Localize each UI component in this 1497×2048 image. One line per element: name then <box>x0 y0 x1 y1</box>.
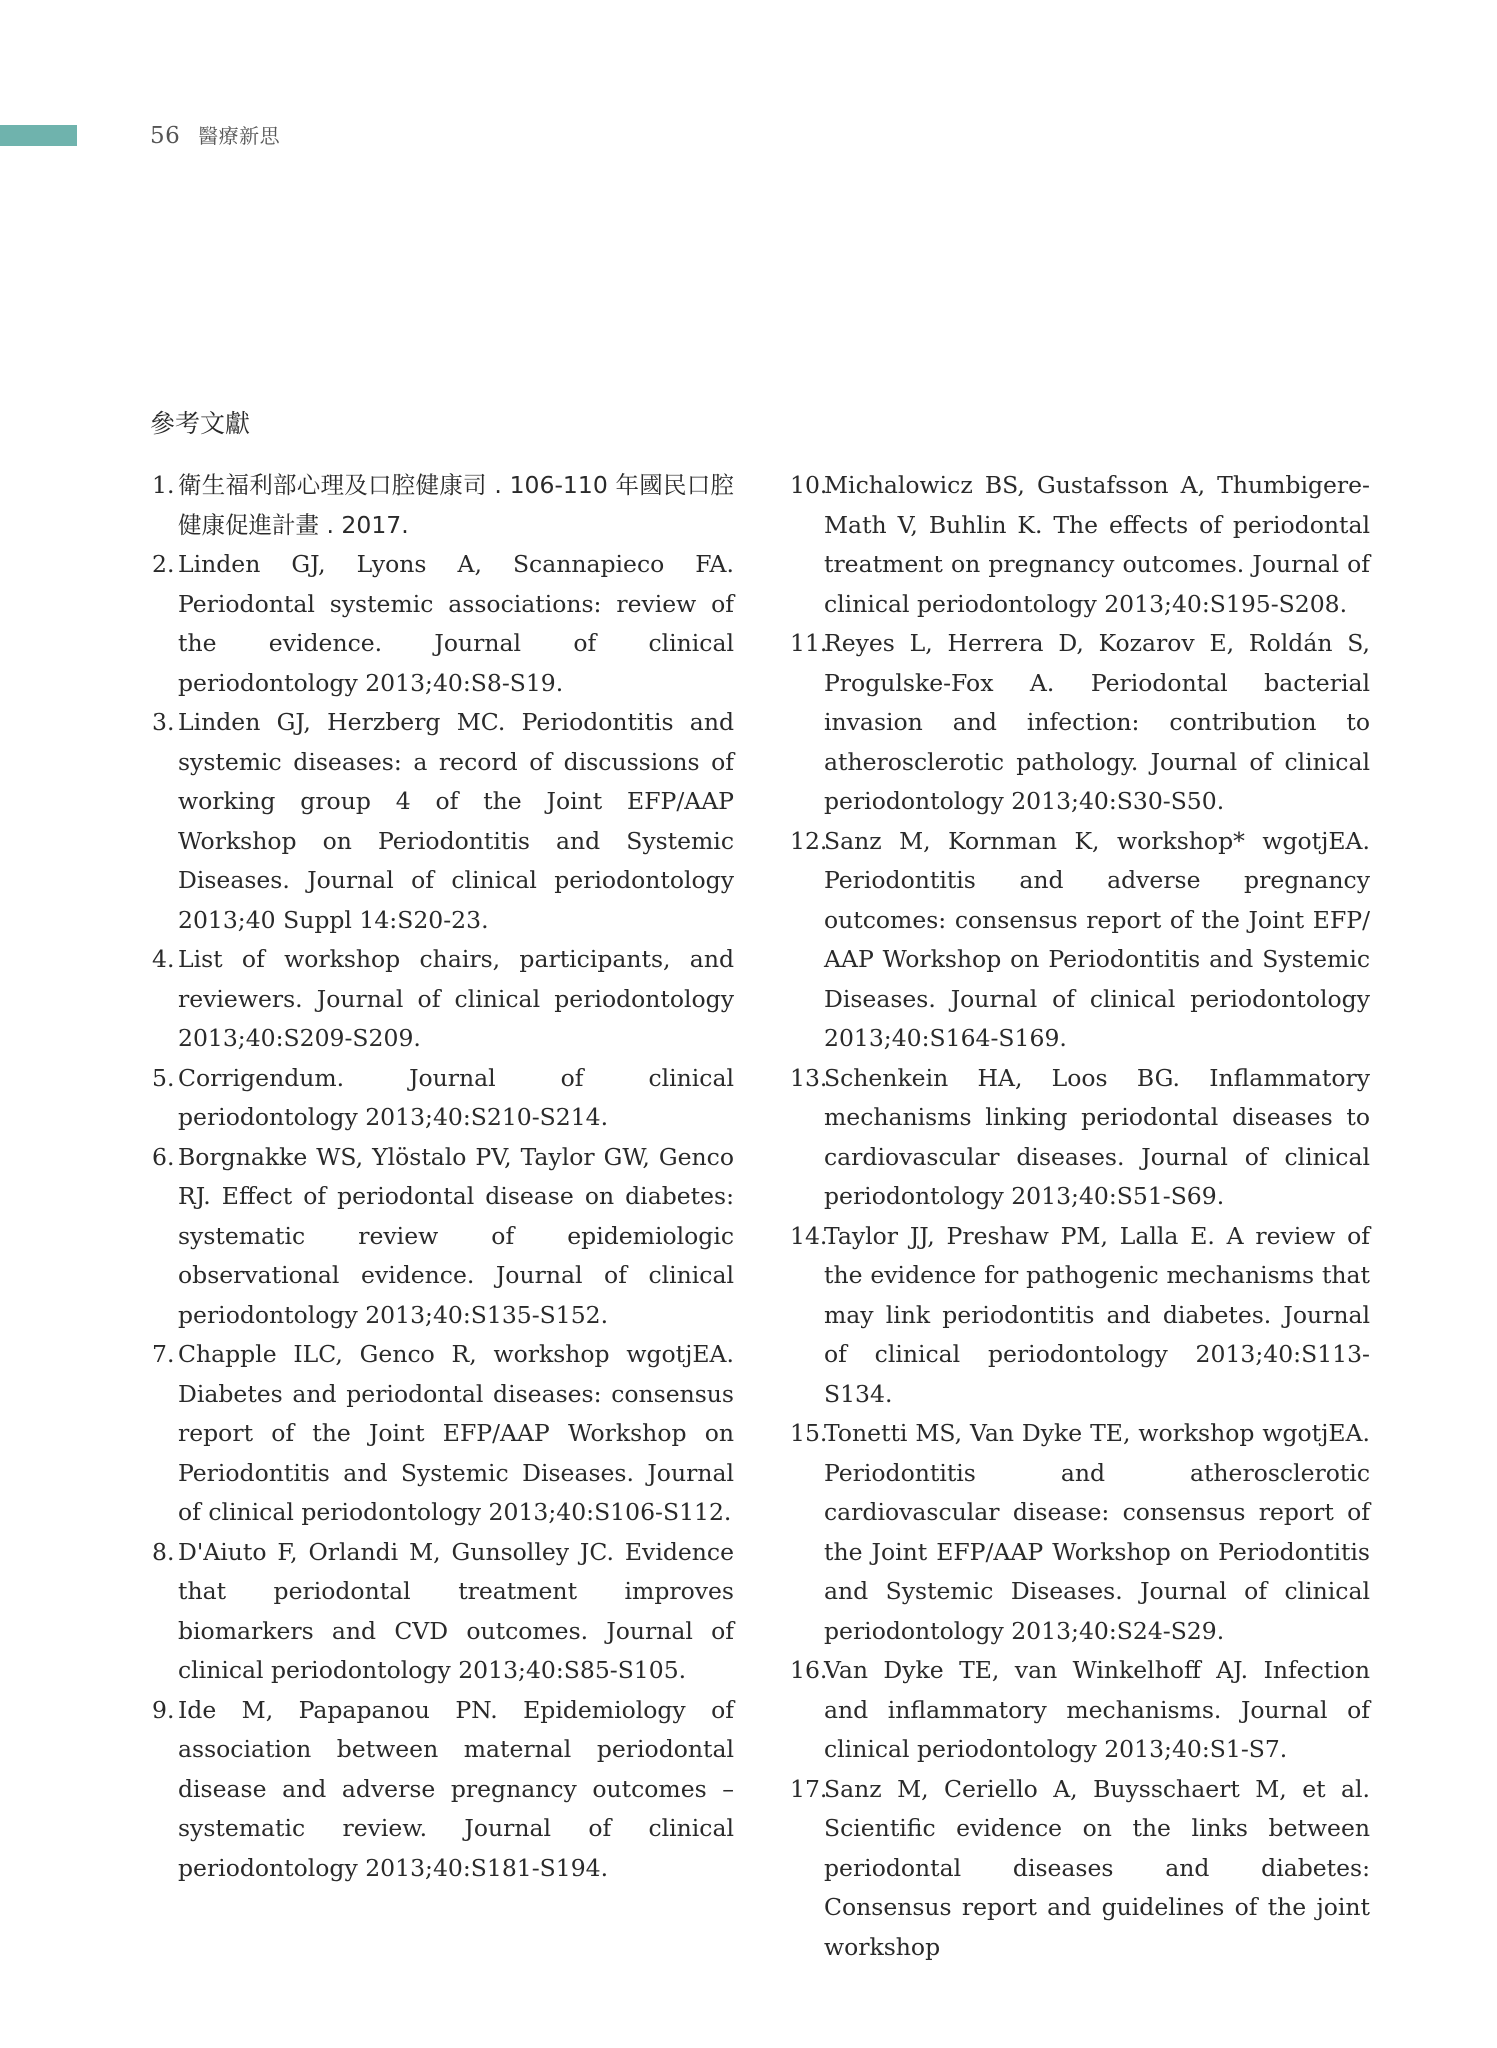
reference-number: 2. <box>152 550 175 578</box>
reference-number: 1. <box>152 471 175 499</box>
reference-number: 6. <box>152 1142 175 1171</box>
reference-number: 11. <box>790 629 828 657</box>
reference-item <box>790 1059 1370 1217</box>
reference-number: 15. <box>790 1419 828 1447</box>
reference-item <box>152 1335 734 1533</box>
reference-text: Taylor JJ, Preshaw PM, Lalla E. A review of the evidence for pathogenic mechanisms that may link periodontitis and diabetes. Journal of clinical periodontology 2013;40:S113-S134. <box>824 1221 1370 1408</box>
reference-item <box>790 1651 1370 1770</box>
reference-text: List of workshop chairs, participants, and reviewers. Journal of clinical periodontology 2013;40:S209-S209. <box>178 945 734 1052</box>
reference-number: 17. <box>790 1774 828 1803</box>
reference-item <box>152 940 734 1059</box>
reference-text: 衛生福利部心理及口腔健康司 . 106-110 年國民口腔健康促進計畫 . 2017. <box>178 471 734 539</box>
reference-item <box>152 1533 734 1691</box>
reference-text: Linden GJ, Herzberg MC. Periodontitis and systemic diseases: a record of discussions of working group 4 of the Joint EFP/AAP Workshop on Periodontitis and Systemic Diseases. Journal of clinical periodontology 2013;40 Suppl 14:S20-23. <box>178 708 734 934</box>
reference-text: Michalowicz BS, Gustafsson A, Thumbigere-Math V, Buhlin K. The effects of periodontal treatment on pregnancy outcomes. Journal of clinical periodontology 2013;40:S195-S208. <box>824 471 1370 618</box>
reference-number: 5. <box>152 1063 175 1092</box>
reference-text: Schenkein HA, Loos BG. Inflammatory mechanisms linking periodontal diseases to cardiovascular diseases. Journal of clinical periodontology 2013;40:S51-S69. <box>824 1063 1370 1210</box>
reference-text: Linden GJ, Lyons A, Scannapieco FA. Periodontal systemic associations: review of the evidence. Journal of clinical periodontology 2013;40:S8-S19. <box>178 550 734 697</box>
reference-item <box>790 1414 1370 1651</box>
header-accent-bar <box>0 125 77 146</box>
reference-number: 10. <box>790 471 828 499</box>
journal-title: 醫療新思 <box>198 124 281 148</box>
reference-text: Ide M, Papapanou PN. Epidemiology of association between maternal periodontal disease and adverse pregnancy outcomes – systematic review. Journal of clinical periodontology 2013;40:S181-S194. <box>178 1695 734 1882</box>
references-right-column <box>790 466 1370 1967</box>
reference-item <box>790 1217 1370 1415</box>
reference-text: Sanz M, Kornman K, workshop* wgotjEA. Periodontitis and adverse pregnancy outcomes: consensus report of the Joint EFP/ AAP Workshop on Periodontitis and Systemic Diseases. Journal of clinical periodontology 2013;40:S164-S169. <box>824 826 1370 1052</box>
reference-number: 16. <box>790 1656 828 1684</box>
reference-item <box>790 466 1370 624</box>
reference-number: 8. <box>152 1537 175 1566</box>
reference-number: 9. <box>152 1695 175 1724</box>
reference-text: Van Dyke TE, van Winkelhoff AJ. Infection and inflammatory mechanisms. Journal of clinical periodontology 2013;40:S1-S7. <box>824 1656 1370 1763</box>
reference-text: Sanz M, Ceriello A, Buysschaert M, et al. Scientific evidence on the links between periodontal diseases and diabetes: Consensus report and guidelines of the joint workshop <box>824 1774 1370 1961</box>
reference-text: Chapple ILC, Genco R, workshop wgotjEA. Diabetes and periodontal diseases: consensus report of the Joint EFP/AAP Workshop on Periodontitis and Systemic Diseases. Journal of clinical periodontology 2013;40:S106-S112. <box>178 1340 734 1526</box>
reference-item <box>790 1770 1370 1968</box>
reference-number: 14. <box>790 1221 828 1250</box>
reference-number: 12. <box>790 826 828 855</box>
reference-text: Tonetti MS, Van Dyke TE, workshop wgotjEA. Periodontitis and atherosclerotic cardiovascular disease: consensus report of the Joint EFP/AAP Workshop on Periodontitis and Systemic Diseases. Journal of clinical periodontology 2013;40:S24-S29. <box>824 1419 1370 1645</box>
reference-number: 3. <box>152 708 175 736</box>
reference-text: Corrigendum. Journal of clinical periodontology 2013;40:S210-S214. <box>178 1063 734 1131</box>
reference-item <box>790 624 1370 822</box>
reference-item <box>152 545 734 703</box>
reference-item <box>152 1059 734 1138</box>
reference-item <box>152 1138 734 1336</box>
reference-number: 13. <box>790 1063 828 1092</box>
references-left-column <box>152 466 734 1888</box>
reference-number: 4. <box>152 945 175 973</box>
section-title: 參考文獻 <box>150 409 251 438</box>
reference-item <box>152 703 734 940</box>
reference-text: D'Aiuto F, Orlandi M, Gunsolley JC. Evidence that periodontal treatment improves biomarkers and CVD outcomes. Journal of clinical periodontology 2013;40:S85-S105. <box>178 1537 734 1684</box>
reference-item <box>152 466 734 545</box>
reference-text: Reyes L, Herrera D, Kozarov E, Roldán S, Progulske-Fox A. Periodontal bacterial invasion and infection: contribution to atherosclerotic pathology. Journal of clinical periodontology 2013;40:S30-S50. <box>824 629 1370 815</box>
reference-item <box>152 1691 734 1889</box>
reference-text: Borgnakke WS, Ylöstalo PV, Taylor GW, Genco RJ. Effect of periodontal disease on diabetes: systematic review of epidemiologic observational evidence. Journal of clinical periodontology 2013;40:S135-S152. <box>178 1142 734 1329</box>
reference-number: 7. <box>152 1340 175 1368</box>
page-number: 56 <box>150 123 181 149</box>
reference-item <box>790 822 1370 1059</box>
running-header <box>150 120 280 149</box>
